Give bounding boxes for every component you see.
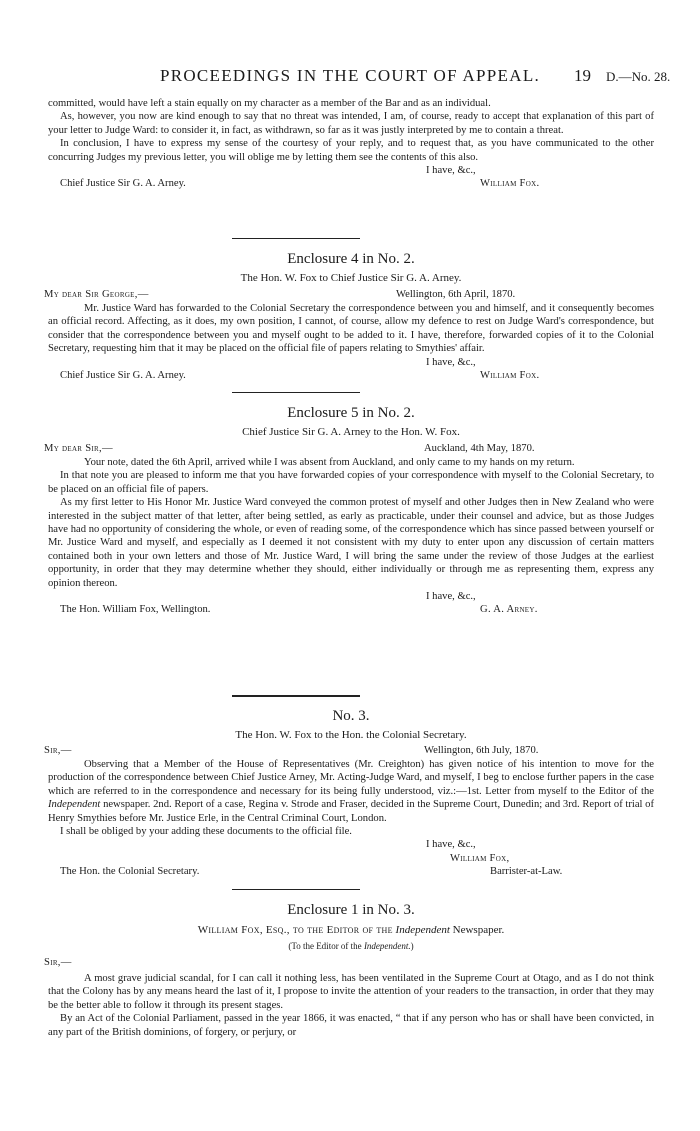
document-reference: D.—No. 28.: [606, 69, 671, 84]
paragraph: In that note you are pleased to inform me that you have forwarded copies of your correspondence with myself to the Colonial Secretary, to be placed on an official file of papers.: [48, 470, 654, 495]
letter-addressee: Chief Justice Sir G. A. Arney.: [60, 370, 186, 382]
place-date: Auckland, 4th May, 1870.: [424, 443, 535, 454]
paragraph: As my first letter to His Honor Mr. Justice Ward conveyed the common protest of myself and other Judges then in New Zealand who were interested in the subject matter of that letter, after being settled, as early as practicable, under their counsel and advice, but as those Judges have had no opportunity of considering the whole, or even of reading some, of the correspondence which has since passed between yourself or Mr. Justice Ward and myself, and especially as I deemed it not consistent with my duty to enter upon any discussion of certain matters contained both in your own letters and those of Mr. Justice Ward, I will bring the same under the review of those Judges at the earliest opportunity, in order that they may determine whether they should, either individually or through me as representing them, express any opinion thereon.: [48, 497, 654, 589]
enclosure-subtitle: The Hon. W. Fox to Chief Justice Sir G. A. Arney.: [240, 272, 462, 284]
running-header-title: PROCEEDINGS IN THE COURT OF APPEAL.: [159, 66, 541, 85]
place-date: Wellington, 6th July, 1870.: [424, 745, 539, 756]
document-subtitle: The Hon. W. Fox to the Hon. the Colonial Secretary.: [235, 729, 467, 741]
enclosure-title: Enclosure 5 in No. 2.: [287, 405, 415, 421]
section-divider: [232, 238, 360, 239]
letter-signature: William Fox,: [450, 852, 510, 864]
letter-continuation: [48, 97, 654, 191]
letter-closing: I have, &c.,: [426, 839, 476, 851]
paragraph: committed, would have left a stain equally on my character as a member of the Bar and as an individual.: [48, 98, 491, 109]
paragraph: I shall be obliged by your adding these documents to the official file.: [60, 826, 352, 838]
document-no-3: [44, 707, 654, 879]
enclosure-4: [44, 250, 654, 382]
enclosure-title: Enclosure 1 in No. 3.: [287, 902, 415, 918]
salutation: Sir,—: [44, 957, 72, 968]
signature-title: Barrister-at-Law.: [490, 866, 563, 878]
document-title: No. 3.: [332, 708, 370, 724]
enclosure-5: [44, 404, 654, 617]
letter-closing: I have, &c.,: [426, 356, 476, 368]
paragraph: By an Act of the Colonial Parliament, passed in the year 1866, it was enacted, “ that if any person who has or shall have been convicted, in any part of the British dominions, of forgery, or perjury, or: [48, 1013, 654, 1038]
letter-signature: G. A. Arney.: [480, 604, 538, 616]
newspaper-name: Independent: [48, 799, 101, 811]
letter-addressee: Chief Justice Sir G. A. Arney.: [60, 178, 186, 190]
page-number: 19: [574, 66, 591, 85]
letter-closing: I have, &c.,: [426, 591, 476, 603]
section-divider: [232, 889, 360, 890]
paragraph: Observing that a Member of the House of Representatives (Mr. Creighton) has given notice of his intention to move for the production of the correspondence between Chief Justice Arney, Mr. Acting-Judge Ward, and myself, I beg to enclose further papers in the case which are referred to in the correspondence and necessary for its being fully understood, viz.:—1st. Letter from myself to the Editor of the Independent newspaper. 2nd. Report of a case, Regina v. Strode and Fraser, decided in the Supreme Court, Dunedin; and 3rd. Report of trial of Henry Smythies before Mr. Justice Erle, in the Central Criminal Court, London.: [48, 759, 654, 824]
enclosure-subheading: (To the Editor of the Independent.): [288, 941, 414, 951]
letter-addressee: The Hon. William Fox, Wellington.: [60, 604, 211, 616]
salutation: My dear Sir,—: [44, 443, 113, 454]
salutation: My dear Sir George,—: [44, 289, 149, 300]
section-divider: [232, 392, 360, 393]
place-date: Wellington, 6th April, 1870.: [396, 289, 516, 300]
paragraph: Mr. Justice Ward has forwarded to the Colonial Secretary the correspondence between you and himself, and it consequently becomes an official record. Affecting, as it does, my own position, I cannot, of course, allow my defence to rest on Judge Ward's correspondence, but consider that the correspondence between you and myself ought to be added to it. I have, therefore, forwarded copies of it to the Colonial Secretary, requesting him that it may be placed on the official file of papers relating to Smythies' affair.: [48, 303, 654, 355]
letter-signature: William Fox.: [480, 178, 540, 190]
section-divider: [232, 695, 360, 697]
letter-closing: I have, &c.,: [426, 165, 476, 177]
paragraph: As, however, you now are kind enough to say that no threat was intended, I am, of course, ready to accept that explanation of this part of your letter to Judge Ward: to consider it, in fact, as withdrawn, so far as it was justly interpreted by me to contain a threat.: [48, 111, 654, 136]
letter-addressee: The Hon. the Colonial Secretary.: [60, 866, 200, 878]
paragraph: In conclusion, I have to express my sense of the courtesy of your reply, and to request that, as you have communicated to the other concurring Judges my previous letter, you will oblige me by letting them see the contents of this also.: [48, 138, 654, 163]
enclosure-subtitle: William Fox, Esq., to the Editor of the Independent Newspaper.: [197, 924, 505, 936]
paragraph: Your note, dated the 6th April, arrived while I was absent from Auckland, and only came to my hands on my return.: [84, 457, 575, 468]
enclosure-subtitle: Chief Justice Sir G. A. Arney to the Hon. W. Fox.: [242, 426, 460, 438]
paragraph: A most grave judicial scandal, for I can call it nothing less, has been ventilated in the Supreme Court at Otago, and as I do not think that the Colony has by any means heard the last of it, I propose to invite the attention of your readers to the transaction, in order that they may be the better able to follow it through its present stages.: [48, 973, 654, 1011]
letter-signature: William Fox.: [480, 370, 540, 382]
enclosure-title: Enclosure 4 in No. 2.: [287, 251, 415, 267]
salutation: Sir,—: [44, 745, 72, 756]
enclosure-1-no-3: [44, 901, 654, 1039]
